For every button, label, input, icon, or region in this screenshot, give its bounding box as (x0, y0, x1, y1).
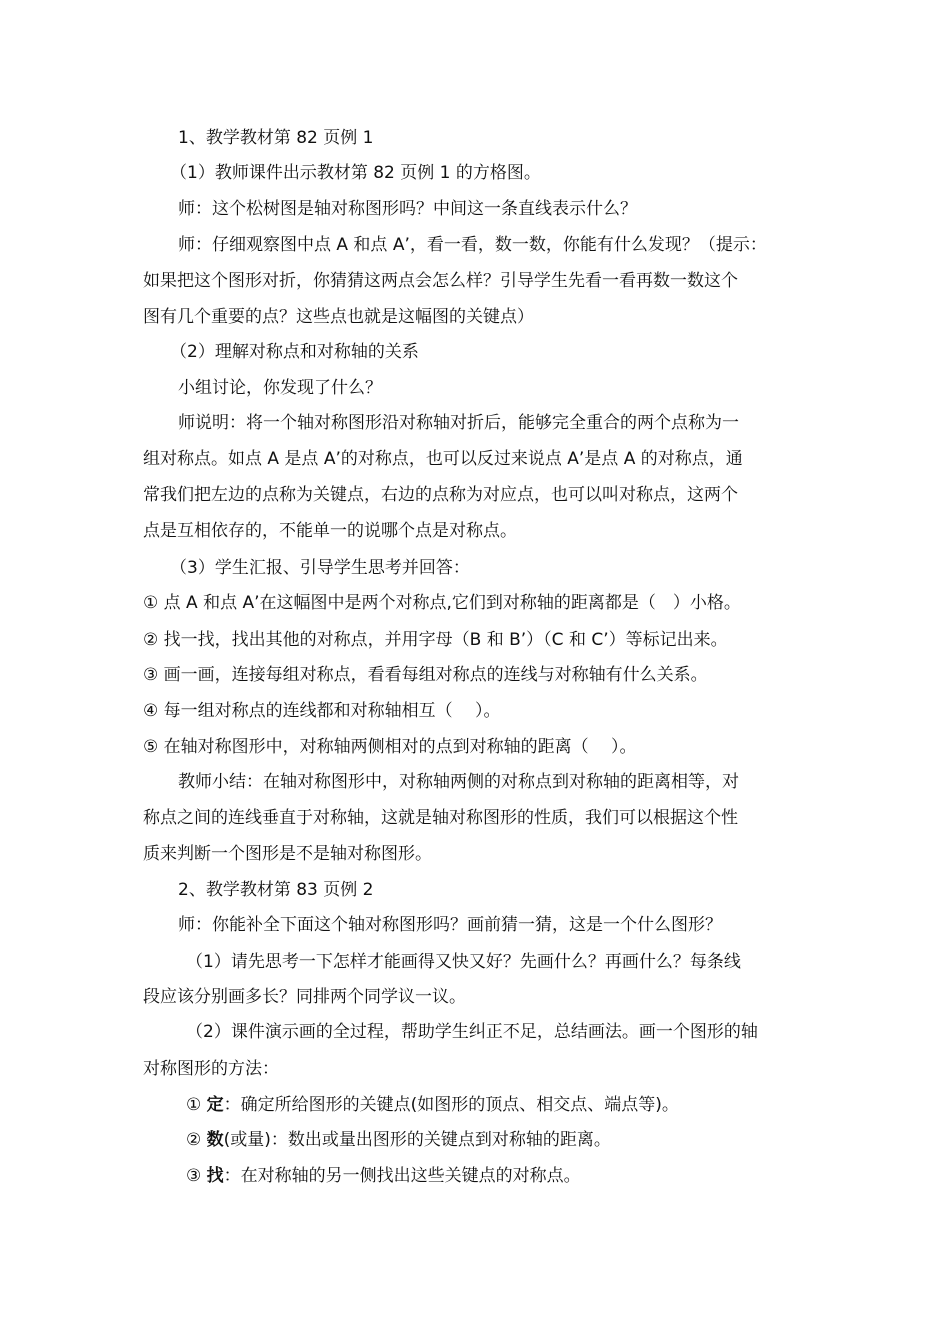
step-term: 数 (206, 1130, 224, 1150)
question-item: ⑤ 在轴对称图形中，对称轴两侧相对的点到对称轴的距离（ ）。 (143, 737, 637, 757)
paragraph-line: 小组讨论，你发现了什么？ (178, 378, 382, 398)
paragraph-line: 点是互相依存的，不能单一的说哪个点是对称点。 (143, 521, 517, 541)
section-heading-1: 1、教学教材第 82 页例 1 (178, 128, 374, 148)
paragraph-line: 如果把这个图形对折，你猜猜这两点会怎么样？引导学生先看一看再数一数这个 (143, 271, 738, 291)
question-item: ④ 每一组对称点的连线都和对称轴相互（ ）。 (143, 701, 501, 721)
step-marker: ③ (186, 1166, 202, 1186)
paragraph-line: 师：你能补全下面这个轴对称图形吗？画前猜一猜，这是一个什么图形？ (178, 915, 722, 935)
paragraph-line: 师：仔细观察图中点 A 和点 A’，看一看，数一数，你能有什么发现？（提示： (178, 235, 767, 255)
paragraph-line: （2）课件演示画的全过程，帮助学生纠正不足，总结画法。画一个图形的轴 (186, 1022, 758, 1042)
paragraph-line: 图有几个重要的点？这些点也就是这幅图的关键点） (143, 307, 534, 327)
question-item: ① 点 A 和点 A’在这幅图中是两个对称点,它们到对称轴的距离都是（ ）小格。 (143, 593, 741, 613)
question-item: ② 找一找，找出其他的对称点，并用字母（B 和 B’）（C 和 C’）等标记出来。 (143, 630, 728, 650)
step-term: 找 (206, 1166, 224, 1186)
step-text: ：确定所给图形的关键点(如图形的顶点、相交点、端点等)。 (223, 1095, 679, 1115)
question-item: ③ 画一画，连接每组对称点，看看每组对称点的连线与对称轴有什么关系。 (143, 665, 708, 685)
paragraph-line: 师说明：将一个轴对称图形沿对称轴对折后，能够完全重合的两个点称为一 (178, 413, 739, 433)
paragraph-line: 段应该分别画多长？同排两个同学议一议。 (143, 987, 466, 1007)
paragraph-line: 教师小结：在轴对称图形中，对称轴两侧的对称点到对称轴的距离相等，对 (178, 772, 739, 792)
method-step (186, 1130, 611, 1150)
method-step (186, 1095, 679, 1115)
paragraph-line: 师：这个松树图是轴对称图形吗？中间这一条直线表示什么？ (178, 199, 637, 219)
step-marker: ② (186, 1130, 202, 1150)
paragraph-line: 对称图形的方法： (143, 1059, 279, 1079)
step-text: (或量)：数出或量出图形的关键点到对称轴的距离。 (223, 1130, 611, 1150)
paragraph-line: 常我们把左边的点称为关键点，右边的点称为对应点，也可以叫对称点，这两个 (143, 485, 738, 505)
paragraph-line: 质来判断一个图形是不是轴对称图形。 (143, 844, 432, 864)
paragraph-line: 组对称点。如点 A 是点 A’的对称点，也可以反过来说点 A’是点 A 的对称点，通 (143, 449, 743, 469)
paragraph-line: （1）教师课件出示教材第 82 页例 1 的方格图。 (170, 163, 541, 183)
paragraph-line: （2）理解对称点和对称轴的关系 (170, 342, 419, 362)
paragraph-line: （3）学生汇报、引导学生思考并回答： (170, 558, 470, 578)
paragraph-line: （1）请先思考一下怎样才能画得又快又好？先画什么？再画什么？每条线 (186, 952, 741, 972)
method-step (186, 1166, 581, 1186)
step-text: ：在对称轴的另一侧找出这些关键点的对称点。 (223, 1166, 581, 1186)
step-marker: ① (186, 1095, 202, 1115)
paragraph-line: 称点之间的连线垂直于对称轴，这就是轴对称图形的性质，我们可以根据这个性 (143, 808, 738, 828)
step-term: 定 (206, 1095, 224, 1115)
section-heading-2: 2、教学教材第 83 页例 2 (178, 880, 374, 900)
